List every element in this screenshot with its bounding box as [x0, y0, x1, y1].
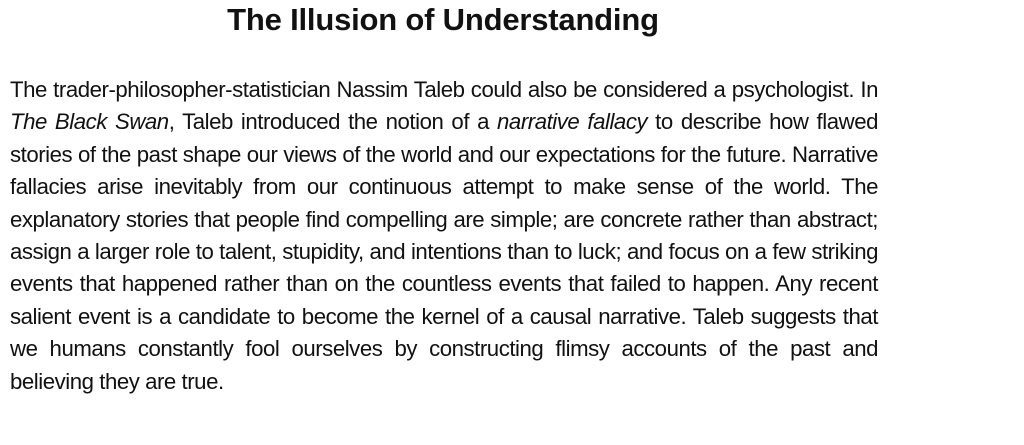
book-title-italic: The Black Swan	[10, 109, 169, 135]
term-italic: narrative fallacy	[497, 109, 648, 135]
page-title: The Illusion of Understanding	[227, 2, 659, 37]
body-paragraph	[10, 74, 878, 398]
paragraph-text-segment: to describe how flawed stories of the past shape our views of the world and our expectations for the future. Narrative fallacies arise inevitably from our continuous attempt to make sense of the world. The explanatory stories that people find compelling are simple; are concrete rather than abstract; assign a larger role to talent, stupidity, and intentions than to luck; and focus on a few striking events that happened rather than on the countless events that failed to happen. Any recent salient event is a candidate to become the kernel of a causal narrative. Taleb suggests that we humans constantly fool ourselves by constructing flimsy accounts of the past and believing they are true.	[10, 109, 878, 394]
paragraph-text-segment: The trader-philosopher-statistician Nassim Taleb could also be considered a psychologist. In	[10, 77, 878, 102]
paragraph-text-segment: , Taleb introduced the notion of a	[168, 109, 498, 135]
